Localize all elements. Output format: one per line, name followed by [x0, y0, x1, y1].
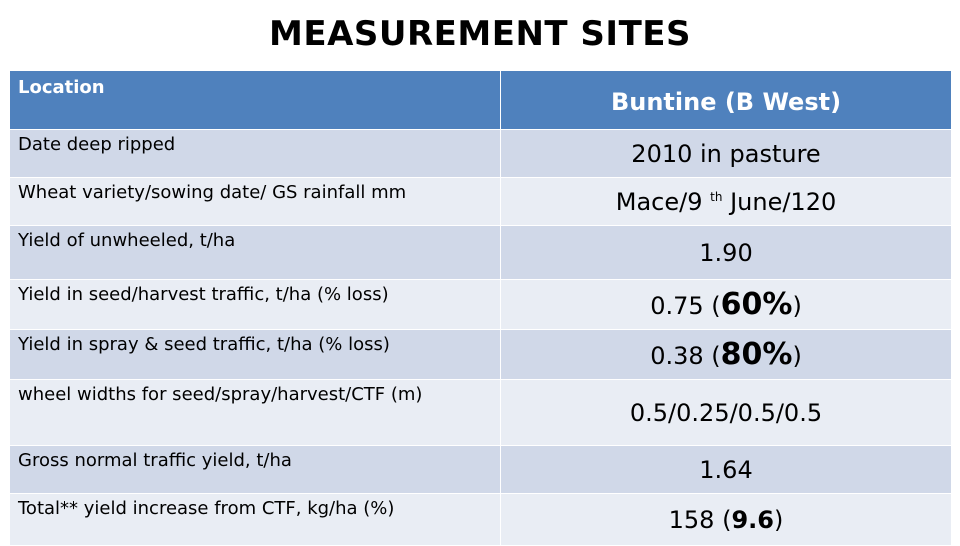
table-row — [10, 178, 952, 226]
row-value: 1.64 — [501, 446, 952, 494]
header-location-label: Location — [10, 71, 501, 130]
table-header-row — [10, 71, 952, 130]
table-row — [10, 280, 952, 330]
row-value: 1.90 — [501, 226, 952, 280]
measurement-table — [9, 70, 952, 546]
table-row — [10, 494, 952, 546]
row-label: Total** yield increase from CTF, kg/ha (%) — [10, 494, 501, 546]
table-row — [10, 380, 952, 446]
row-value: 0.75 (60%) — [501, 280, 952, 330]
table-row — [10, 330, 952, 380]
row-label: Wheat variety/sowing date/ GS rainfall mm — [10, 178, 501, 226]
row-value: 2010 in pasture — [501, 130, 952, 178]
page-title: MEASUREMENT SITES — [269, 14, 691, 54]
table-row — [10, 226, 952, 280]
table-row — [10, 446, 952, 494]
row-label: wheel widths for seed/spray/harvest/CTF (m) — [10, 380, 501, 446]
row-label: Date deep ripped — [10, 130, 501, 178]
row-label: Yield in seed/harvest traffic, t/ha (% loss) — [10, 280, 501, 330]
table-row — [10, 130, 952, 178]
row-label: Gross normal traffic yield, t/ha — [10, 446, 501, 494]
row-label: Yield in spray & seed traffic, t/ha (% loss) — [10, 330, 501, 380]
header-location-value: Buntine (B West) — [501, 71, 952, 130]
row-value: 0.38 (80%) — [501, 330, 952, 380]
row-value: Mace/9 $^{th}$ June/120 — [501, 178, 952, 226]
row-value: 158 (9.6) — [501, 494, 952, 546]
row-value: 0.5/0.25/0.5/0.5 — [501, 380, 952, 446]
row-label: Yield of unwheeled, t/ha — [10, 226, 501, 280]
